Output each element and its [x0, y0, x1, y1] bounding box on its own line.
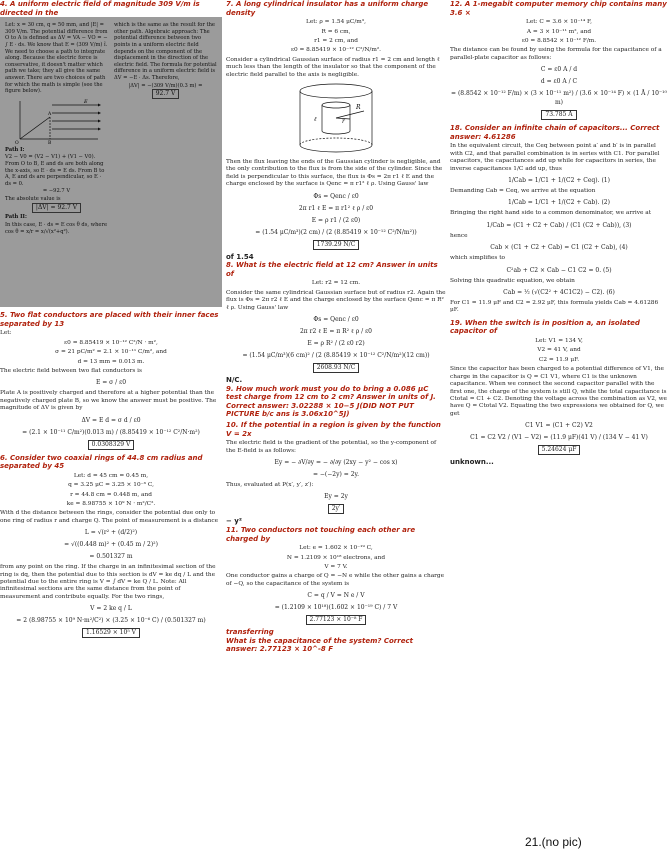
p19-given-1: Let: V1 = 134 V, — [535, 338, 583, 345]
p6-eq-1: L = √(r² + (d/2)²) — [84, 529, 138, 537]
column-2 — [226, 0, 446, 654]
problem-19-header: 19. When the switch is in position a, an isolated capacitor of — [450, 318, 640, 336]
p18-eq-5-number: (5) — [603, 266, 612, 274]
p7-cylinder-figure — [290, 81, 382, 157]
p18-eq-6-number: (6) — [606, 289, 615, 297]
p4-answer-eq: |ΔV| = −(309 V/m)(0.3 m) = — [128, 82, 203, 89]
p18-text-6: Solving this quadratic equation, we obtain — [450, 277, 575, 284]
p4-abs-label: The absolute value is — [5, 195, 61, 202]
p5-answer: 0.0308329 V — [88, 440, 135, 450]
p10-eq-1: Ey = − ∂V/∂y = − ∂/∂y (2xy − y² − cos x) — [274, 459, 398, 467]
problem-12-header: 12. A 1-megabit computer memory chip contains many 3.6 × — [450, 0, 667, 17]
p10-text-1: The electric field is the gradient of the potential, so the y-component of the E-field is as follows: — [226, 440, 437, 454]
p18-eq-3-number: (3) — [622, 221, 632, 229]
p8-note: N/C. — [226, 376, 243, 385]
p5-given-3: d = 13 mm = 0.013 m. — [77, 358, 145, 365]
p12-given-1: Let: C = 3.6 × 10⁻¹⁴ F, — [525, 19, 593, 26]
p7-eq-1: Φs = Qenc / ε0 — [313, 192, 359, 200]
p19-note: unknown... — [450, 458, 494, 467]
svg-text:A: A — [47, 111, 51, 117]
p4-answer: 92.7 V — [152, 89, 180, 99]
p19-given-3: C2 = 11.9 μF. — [538, 356, 580, 363]
p7-fig-l-label: ℓ — [314, 116, 317, 124]
p7-fig-r-label: r — [342, 118, 345, 126]
p8-eq-2: 2π r2 ℓ E = π R² ℓ ρ / ε0 — [299, 328, 372, 336]
p11-given-2: N = 1.2109 × 10¹⁸ electrons, and — [286, 554, 386, 561]
problem-4-header: 4. A uniform electric field of magnitude 309 V/m is directed in the — [0, 0, 200, 17]
p10-note: − y² — [226, 517, 242, 526]
p18-eq-1: 1/Cab = 1/C1 + 1/(C2 + Ceq). — [508, 177, 600, 185]
problem-4-scan — [0, 17, 222, 307]
p8-eq-3: E = ρ R² / (2 ε0 r2) — [307, 340, 365, 348]
p19-answer: 5.24624 μF — [538, 445, 581, 455]
p5-let: Let: — [0, 330, 12, 337]
p6-eq-3: = 0.501327 m — [89, 553, 133, 561]
p10-text-2: Thus, evaluated at P(x′, y′, z′): — [226, 482, 314, 489]
p6-eq-4: V = 2 ke q / L — [90, 605, 132, 613]
problem-10-header: 10. If the potential in a region is given by the function V = 2x — [226, 421, 441, 438]
p12-eq-2: d = ε0 A / C — [540, 78, 578, 86]
p8-answer: 2608.93 N/C — [313, 363, 360, 373]
p7-eq-2: 2π r1 ℓ E = π r1² ℓ ρ / ε0 — [298, 204, 374, 212]
problem-7-header: 7. A long cylindrical insulator has a uniform charge density — [226, 0, 429, 17]
p18-eq-1-number: (1) — [601, 177, 610, 185]
p7-fig-R-label: R — [356, 104, 361, 112]
p7-eq-3: E = ρ r1 / (2 ε0) — [311, 216, 361, 224]
p7-text-1: Consider a cylindrical Gaussian surface of radius r1 = 2 cm and length ℓ much less than the length of the insulator so that the component of the electric field parallel to the axis is negligible. — [226, 56, 440, 78]
p18-text-4: hence — [450, 232, 468, 239]
p4-right-text: which is the same as the result for the other path. Algebraic approach: The potential difference between two points in a uniform electric field depends on the component of the displacement in the direction of the electric field. The formula for potential difference in a uniform electric field is ΔV = −E · Δs. Therefore, — [114, 22, 217, 81]
p18-eq-6: Cab = ½ (√(C2² + 4C1C2) − C2). — [503, 289, 605, 297]
problem-9-header: 9. How much work must you do to bring a 0.086 μC test charge from 12 cm to 2 cm? Answer in units of J. Correct answer: 3.02288 × 10−5 J(DID NOT PUT PICTURE b/c ans is 3.06x10^5J) — [226, 384, 436, 419]
svg-text:O: O — [14, 140, 19, 145]
p8-given-1: Let: r2 = 12 cm. — [311, 280, 361, 287]
p11-note-2: What is the capacitance of the system? Correct answer: 2.77123 × 10^-8 F — [226, 636, 413, 654]
p5-eq-2: ΔV = E d = σ d / ε0 — [81, 416, 141, 424]
p4-path2-title: Path II: — [5, 214, 27, 221]
p18-eq-5: C²ab + C2 × Cab − C1 C2 = 0. — [506, 266, 602, 274]
column-3 — [450, 0, 668, 467]
p5-given-1: ε0 = 8.85419 × 10⁻¹² C²/N · m², — [64, 339, 158, 346]
p10-answer: 2y′ — [328, 504, 345, 514]
p4-path1-text: V2 − V0 = (V2 − V1) + (V1 − V0). From O to B, E and ds are both along the x-axis, so E · ds = E ds. From B to A, E and ds are perpendicular, so E · ds = 0. — [5, 154, 105, 187]
p7-given-4: ε0 = 8.85419 × 10⁻¹² C²/N/m². — [290, 47, 382, 54]
p5-eq-1: E = σ / ε0 — [95, 379, 127, 387]
p7-note: of 1.54 — [226, 252, 254, 261]
p11-note-1: transferring — [226, 628, 274, 637]
p6-text-1: With d the distance between the rings, consider the potential due only to one ring of radius r and charge Q. The point of measurement is a distance — [0, 510, 219, 524]
p6-given-1: Let: d = 45 cm = 0.45 m, — [73, 472, 149, 479]
p18-text-5: which simplifies to — [450, 255, 506, 262]
p12-given-3: ε0 = 8.8542 × 10⁻¹² F/m. — [521, 38, 597, 44]
p7-given-3: r1 = 2 cm, and — [314, 38, 358, 44]
p6-text-2: from any point on the ring. If the charge in an infinitesimal section of the ring is dq, then the potential due to this section is dV = ke dq / L and the potential due to the entire ring is V = ∫ dV = ke Q / L. Note: All infinitesimal sections are the same distance from the point of measurement and contribute equally. For the two rings, — [0, 564, 216, 600]
p4-abs-value: |ΔV| = 92.7 V — [32, 203, 81, 213]
p4-left-text: Let: x = 30 cm, q = 50 mm, and |E| = 309 V/m. The potential difference from O to A is defined as ΔV = VA − VO = − ∫ E · ds. We know that E = (309 V/m) î. We need to choose a path to integrate along. Because the electric force is conservative, it doesn't matter which path we take; they all give the same answer. There are two choices of path for which the math is simple (see the figure below). — [5, 22, 108, 95]
problem-6-header: 6. Consider two coaxial rings of 44.8 cm radius and separated by 45 — [0, 453, 203, 471]
p18-eq-4: Cab × (C1 + C2 + Cab) = C1 (C2 + Cab), — [490, 244, 618, 252]
p4-path1-result: = −92.7 V — [42, 188, 71, 195]
p7-given-1: Let: ρ = 1.54 μC/m³, — [306, 19, 366, 26]
p4-path2-text: In this case, E · ds = E cos θ ds, where cos θ = x/r = x/√(x²+q²). — [5, 222, 108, 235]
problem-18-header: 18. Consider an infinite chain of capacitors... Correct answer: 4.61286 — [450, 124, 660, 141]
p6-eq-2: = √((0.448 m)² + (0.45 m / 2)²) — [64, 541, 158, 549]
p18-text-3: Bringing the right hand side to a common denominator, we arrive at — [450, 210, 652, 217]
p18-text-7: For C1 = 11.9 μF and C2 = 2.92 μF, this formula yields Cab = 4.61286 μF. — [450, 300, 659, 314]
p6-eq-5: = 2 (8.98755 × 10⁹ N·m²/C²) × (3.25 × 10⁻⁶ C) / (0.501327 m) — [16, 617, 206, 625]
p5-text-2: Plate A is positively charged and therefore at a higher potential than the negatively charged plate B, so we know the answer must be positive. The magnitude of ΔV is given by — [0, 390, 217, 412]
svg-text:E: E — [83, 98, 88, 105]
problem-11-header: 11. Two conductors not touching each other are charged by — [226, 526, 416, 543]
p10-eq-3: Ey = 2y — [324, 493, 348, 501]
p19-eq-1: C1 V1 = (C1 + C2) V2 — [525, 422, 593, 430]
p18-text-2: Demanding Cab = Ceq, we arrive at the equation — [450, 188, 596, 195]
column-1 — [0, 0, 222, 641]
p11-text-1: One conductor gains a charge of Q = −N e while the other gains a charge of −Q, so the capacitance of the system is — [226, 573, 445, 587]
p11-answer: 2.77123 × 10⁻⁸ F — [306, 615, 367, 625]
problem-8-header: 8. What is the electric field at 12 cm? Answer in units of — [226, 261, 438, 278]
p8-eq-4: = (1.54 μC/m³)(6 cm)² / (2 (8.85419 × 10⁻¹² C²/N/m²)(12 cm)) — [242, 352, 430, 360]
p19-given-2: V2 = 41 V, and — [537, 347, 581, 354]
p5-text-1: The electric field between two flat conductors is — [0, 368, 142, 374]
p7-text-2: Then the flux leaving the ends of the Gaussian cylinder is negligible, and the only contribution to the flux is from the side of the cylinder. Since the field is perpendicular to this surface, the flux is Φs = 2π r1 ℓ E and the charge enclosed by the surface is Qenc = π r1² ℓ ρ. Using Gauss' law — [226, 159, 443, 188]
p18-text-1: In the equivalent circuit, the Ceq between point a′ and b′ is in parallel with C2, and that parallel combination is in series with C1. For parallel capacitors, the capacitances add up while for capacitors in series, the inverse capacitances 1/C add up, thus — [450, 143, 660, 172]
p11-eq-2: = (1.2109 × 10¹⁸)(1.602 × 10⁻¹⁹ C) / 7 V — [274, 604, 398, 612]
p6-answer: 1.16529 × 10⁵ V — [82, 628, 140, 638]
p10-eq-2: = −(−2y) = 2y. — [312, 471, 360, 479]
p11-given-3: V = 7 V. — [324, 564, 348, 571]
p19-eq-2: C1 = C2 V2 / (V1 − V2) = (11.9 μF)(41 V) / (134 V − 41 V) — [470, 434, 648, 442]
p4-path1-title: Path I: — [5, 146, 25, 153]
p8-eq-1: Φs = Qenc / ε0 — [313, 316, 359, 324]
p18-eq-4-number: (4) — [619, 244, 628, 252]
p5-given-2: σ = 21 pC/m² = 2.1 × 10⁻¹¹ C/m², and — [55, 349, 167, 356]
p12-text-1: The distance can be found by using the formula for the capacitance of a parallel-plate capacitor as follows: — [450, 47, 662, 61]
p12-eq-3: = (8.8542 × 10⁻¹² F/m) × (3 × 10⁻¹¹ m²) / (3.6 × 10⁻¹⁴ F) × (1 Å / 10⁻¹⁰ m) — [451, 90, 667, 107]
p18-eq-3: 1/Cab = (C1 + C2 + Cab) / (C1 (C2 + Cab)), — [486, 221, 622, 229]
p18-eq-2-number: (2) — [601, 199, 610, 207]
p6-given-4: ke = 8.98755 × 10⁹ N · m²/C². — [66, 501, 156, 508]
p11-eq-1: C = q / V = N e / V — [307, 592, 365, 600]
problem-5-header: 5. Two flat conductors are placed with their inner faces separated by 13 — [0, 311, 219, 328]
p19-text-1: Since the capacitor has been charged to a potential difference of V1, the charge in the capacitor is Q = C1 V1, where C1 is the unknown capacitance. When we connect the second capacitor parallel with the first one, the charge of the system is still Q, while the total capacitance is Ctotal = C1 + C2. Denoting the voltage across the combination as V2, we have Q = Ctotal V2. Equating the two expressions we obtained for Q, we get — [450, 366, 667, 417]
p6-given-3: r = 44.8 cm = 0.448 m, and — [70, 491, 152, 498]
p6-given-2: q = 3.25 μC = 3.25 × 10⁻⁶ C, — [68, 482, 154, 489]
p7-eq-4: = (1.54 μC/m³)(2 cm) / (2 (8.85419 × 10⁻¹² C²/N/m²)) — [255, 228, 417, 236]
problem-21-label: 21.(no pic) — [525, 835, 582, 849]
p12-given-2: A = 3 × 10⁻¹¹ m², and — [526, 28, 592, 35]
p18-eq-2: 1/Cab = 1/C1 + 1/(C2 + Cab). — [508, 199, 600, 207]
p5-eq-3: = (2.1 × 10⁻¹¹ C/m²)(0.013 m) / (8.85419 × 10⁻¹² C²/N·m²) — [22, 428, 200, 436]
p11-given-1: Let: e = 1.602 × 10⁻¹⁹ C, — [299, 545, 373, 552]
p4-field-figure — [12, 97, 102, 145]
svg-text:B: B — [47, 140, 51, 145]
p7-given-2: R = 6 cm, — [321, 28, 351, 35]
p7-answer: 1739.29 N/C — [313, 240, 360, 250]
p12-answer: 73.785 Å — [541, 110, 576, 120]
p12-eq-1: C = ε0 A / d — [540, 66, 578, 74]
p8-text-1: Consider the same cylindrical Gaussian surface but of radius r2. Again the flux is Φs = 2π r2 ℓ E and the charge enclosed by the surface Qenc = π R² ℓ ρ. Using Gauss' law — [226, 289, 446, 311]
